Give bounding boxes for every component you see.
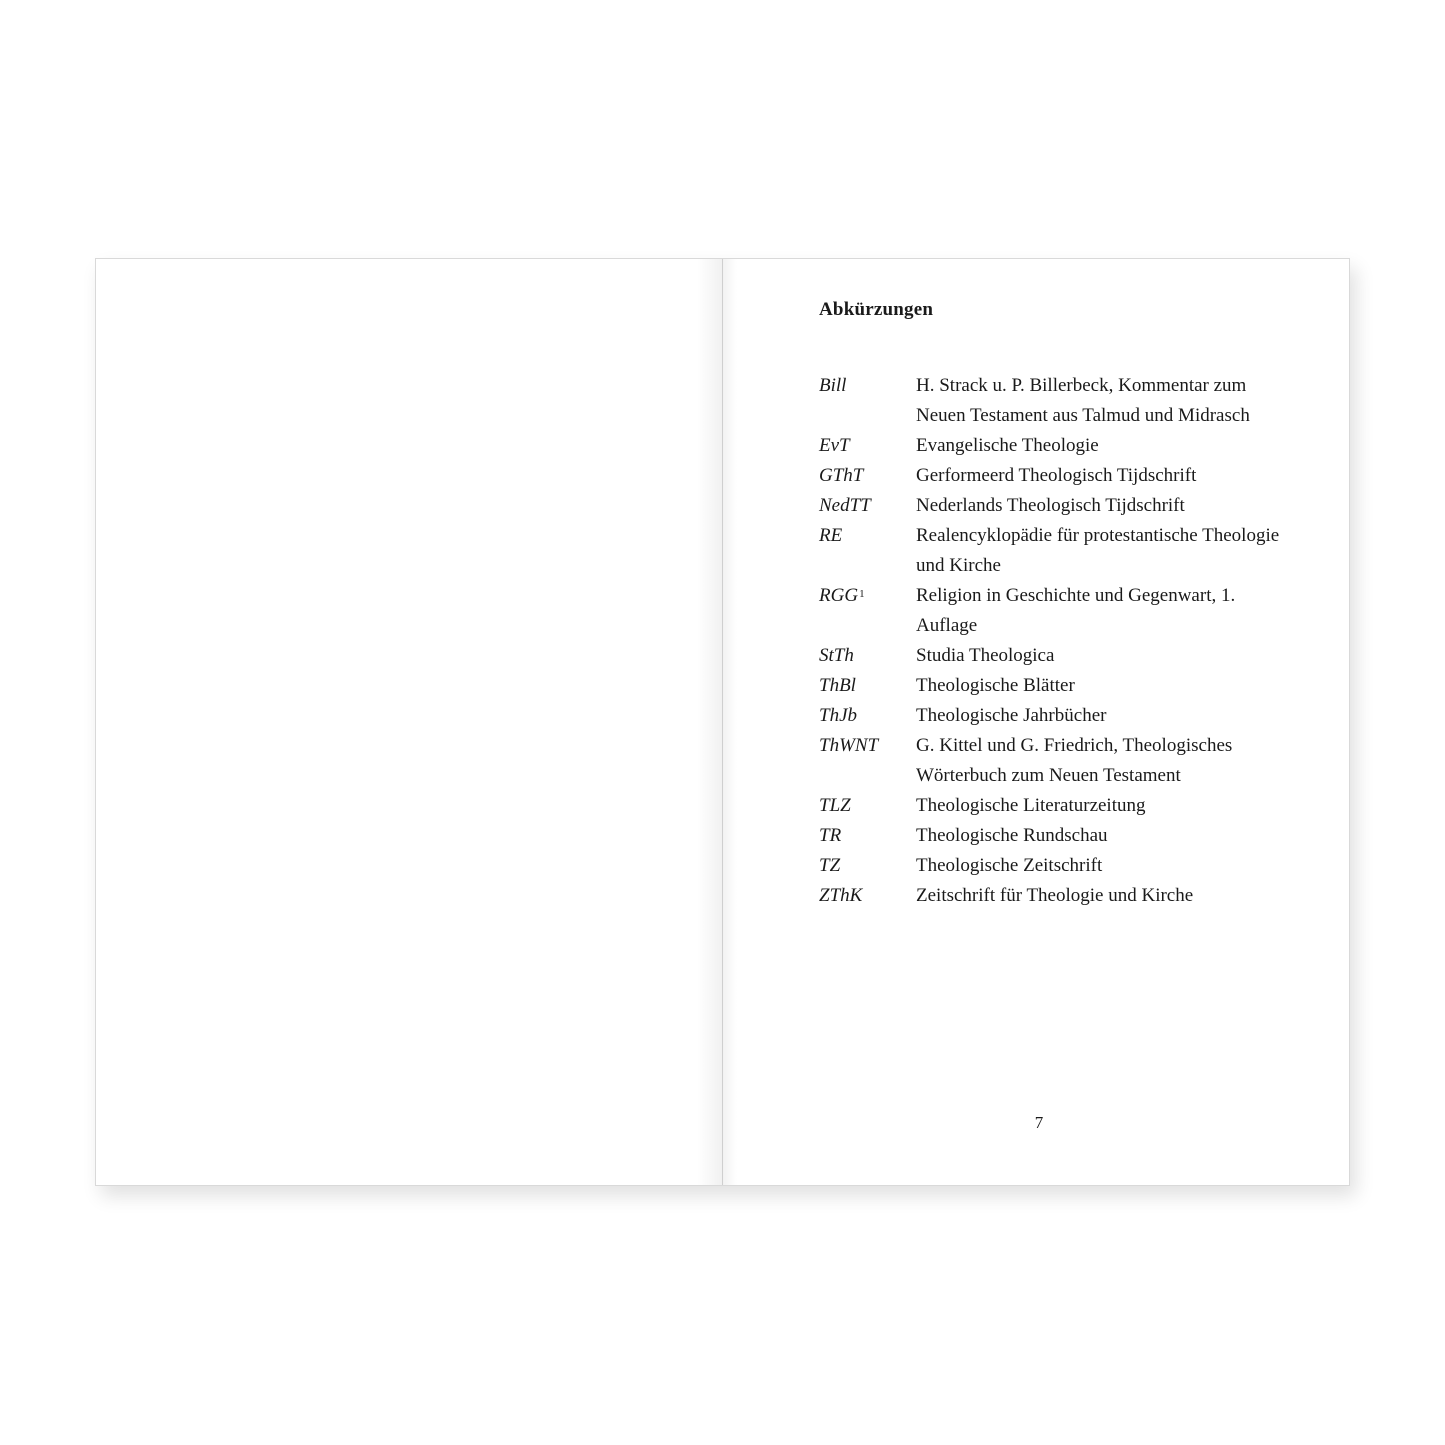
- abbreviation-meaning: Gerformeerd Theologisch Tijdschrift: [916, 465, 1197, 486]
- abbreviation-entry: [819, 641, 1289, 671]
- abbreviation-meaning: Nederlands Theologisch Tijdschrift: [916, 495, 1185, 516]
- abbreviation-entry: [819, 821, 1289, 851]
- abbreviation-term: NedTT: [819, 495, 871, 516]
- abbreviation-term: RGG$^1$: [819, 585, 865, 606]
- abbreviation-term: EvT: [819, 435, 850, 456]
- page-heading: Abkürzungen: [819, 299, 934, 320]
- abbreviation-term: TZ: [819, 855, 841, 876]
- abbreviation-term: ThWNT: [819, 735, 879, 756]
- abbreviation-entry: [819, 371, 1289, 431]
- abbreviation-meaning: G. Kittel und G. Friedrich, Theologisches Wörterbuch zum Neuen Testament: [916, 735, 1233, 786]
- abbreviation-entry: [819, 701, 1289, 731]
- abbreviation-meaning: H. Strack u. P. Billerbeck, Kommentar zum Neuen Testament aus Talmud und Midrasch: [916, 375, 1250, 426]
- abbreviation-entry: [819, 791, 1289, 821]
- abbreviation-term: ThBl: [819, 675, 856, 696]
- book-spread: [95, 258, 1350, 1186]
- abbreviation-entry: [819, 731, 1289, 791]
- abbreviation-list: [819, 371, 1289, 911]
- abbreviation-entry: [819, 881, 1289, 911]
- abbreviation-meaning: Theologische Zeitschrift: [916, 855, 1103, 876]
- abbreviation-term: ZThK: [819, 885, 863, 906]
- abbreviation-term: Bill: [819, 375, 847, 396]
- abbreviation-entry: [819, 431, 1289, 461]
- abbreviation-meaning: Theologische Literaturzeitung: [916, 795, 1146, 816]
- abbreviation-meaning: Zeitschrift für Theologie und Kirche: [916, 885, 1194, 906]
- abbreviation-term: TR: [819, 825, 842, 846]
- abbreviation-entry: [819, 521, 1289, 581]
- abbreviation-meaning: Theologische Jahrbücher: [916, 705, 1107, 726]
- right-page: [723, 259, 1349, 1185]
- abbreviation-meaning: Religion in Geschichte und Gegenwart, 1. Auflage: [916, 585, 1236, 636]
- page-number: 7: [1034, 1113, 1044, 1132]
- abbreviation-entry: [819, 461, 1289, 491]
- abbreviation-entry: [819, 671, 1289, 701]
- abbreviation-entry: [819, 581, 1289, 641]
- abbreviation-term: RE: [819, 525, 843, 546]
- abbreviation-entry: [819, 851, 1289, 881]
- abbreviation-term: StTh: [819, 645, 854, 666]
- abbreviation-meaning: Theologische Rundschau: [916, 825, 1108, 846]
- abbreviation-meaning: Evangelische Theologie: [916, 435, 1099, 456]
- abbreviation-entry: [819, 491, 1289, 521]
- abbreviation-term: ThJb: [819, 705, 857, 726]
- abbreviation-meaning: Studia Theologica: [916, 645, 1055, 666]
- abbreviation-meaning: Theologische Blätter: [916, 675, 1075, 696]
- footnote-superscript: 1: [859, 588, 865, 600]
- abbreviation-meaning: Realencyklopädie für protestantische Theologie und Kirche: [916, 525, 1280, 576]
- left-page-blank: [96, 259, 723, 1185]
- abbreviation-term: GThT: [819, 465, 864, 486]
- abbreviation-term: TLZ: [819, 795, 851, 816]
